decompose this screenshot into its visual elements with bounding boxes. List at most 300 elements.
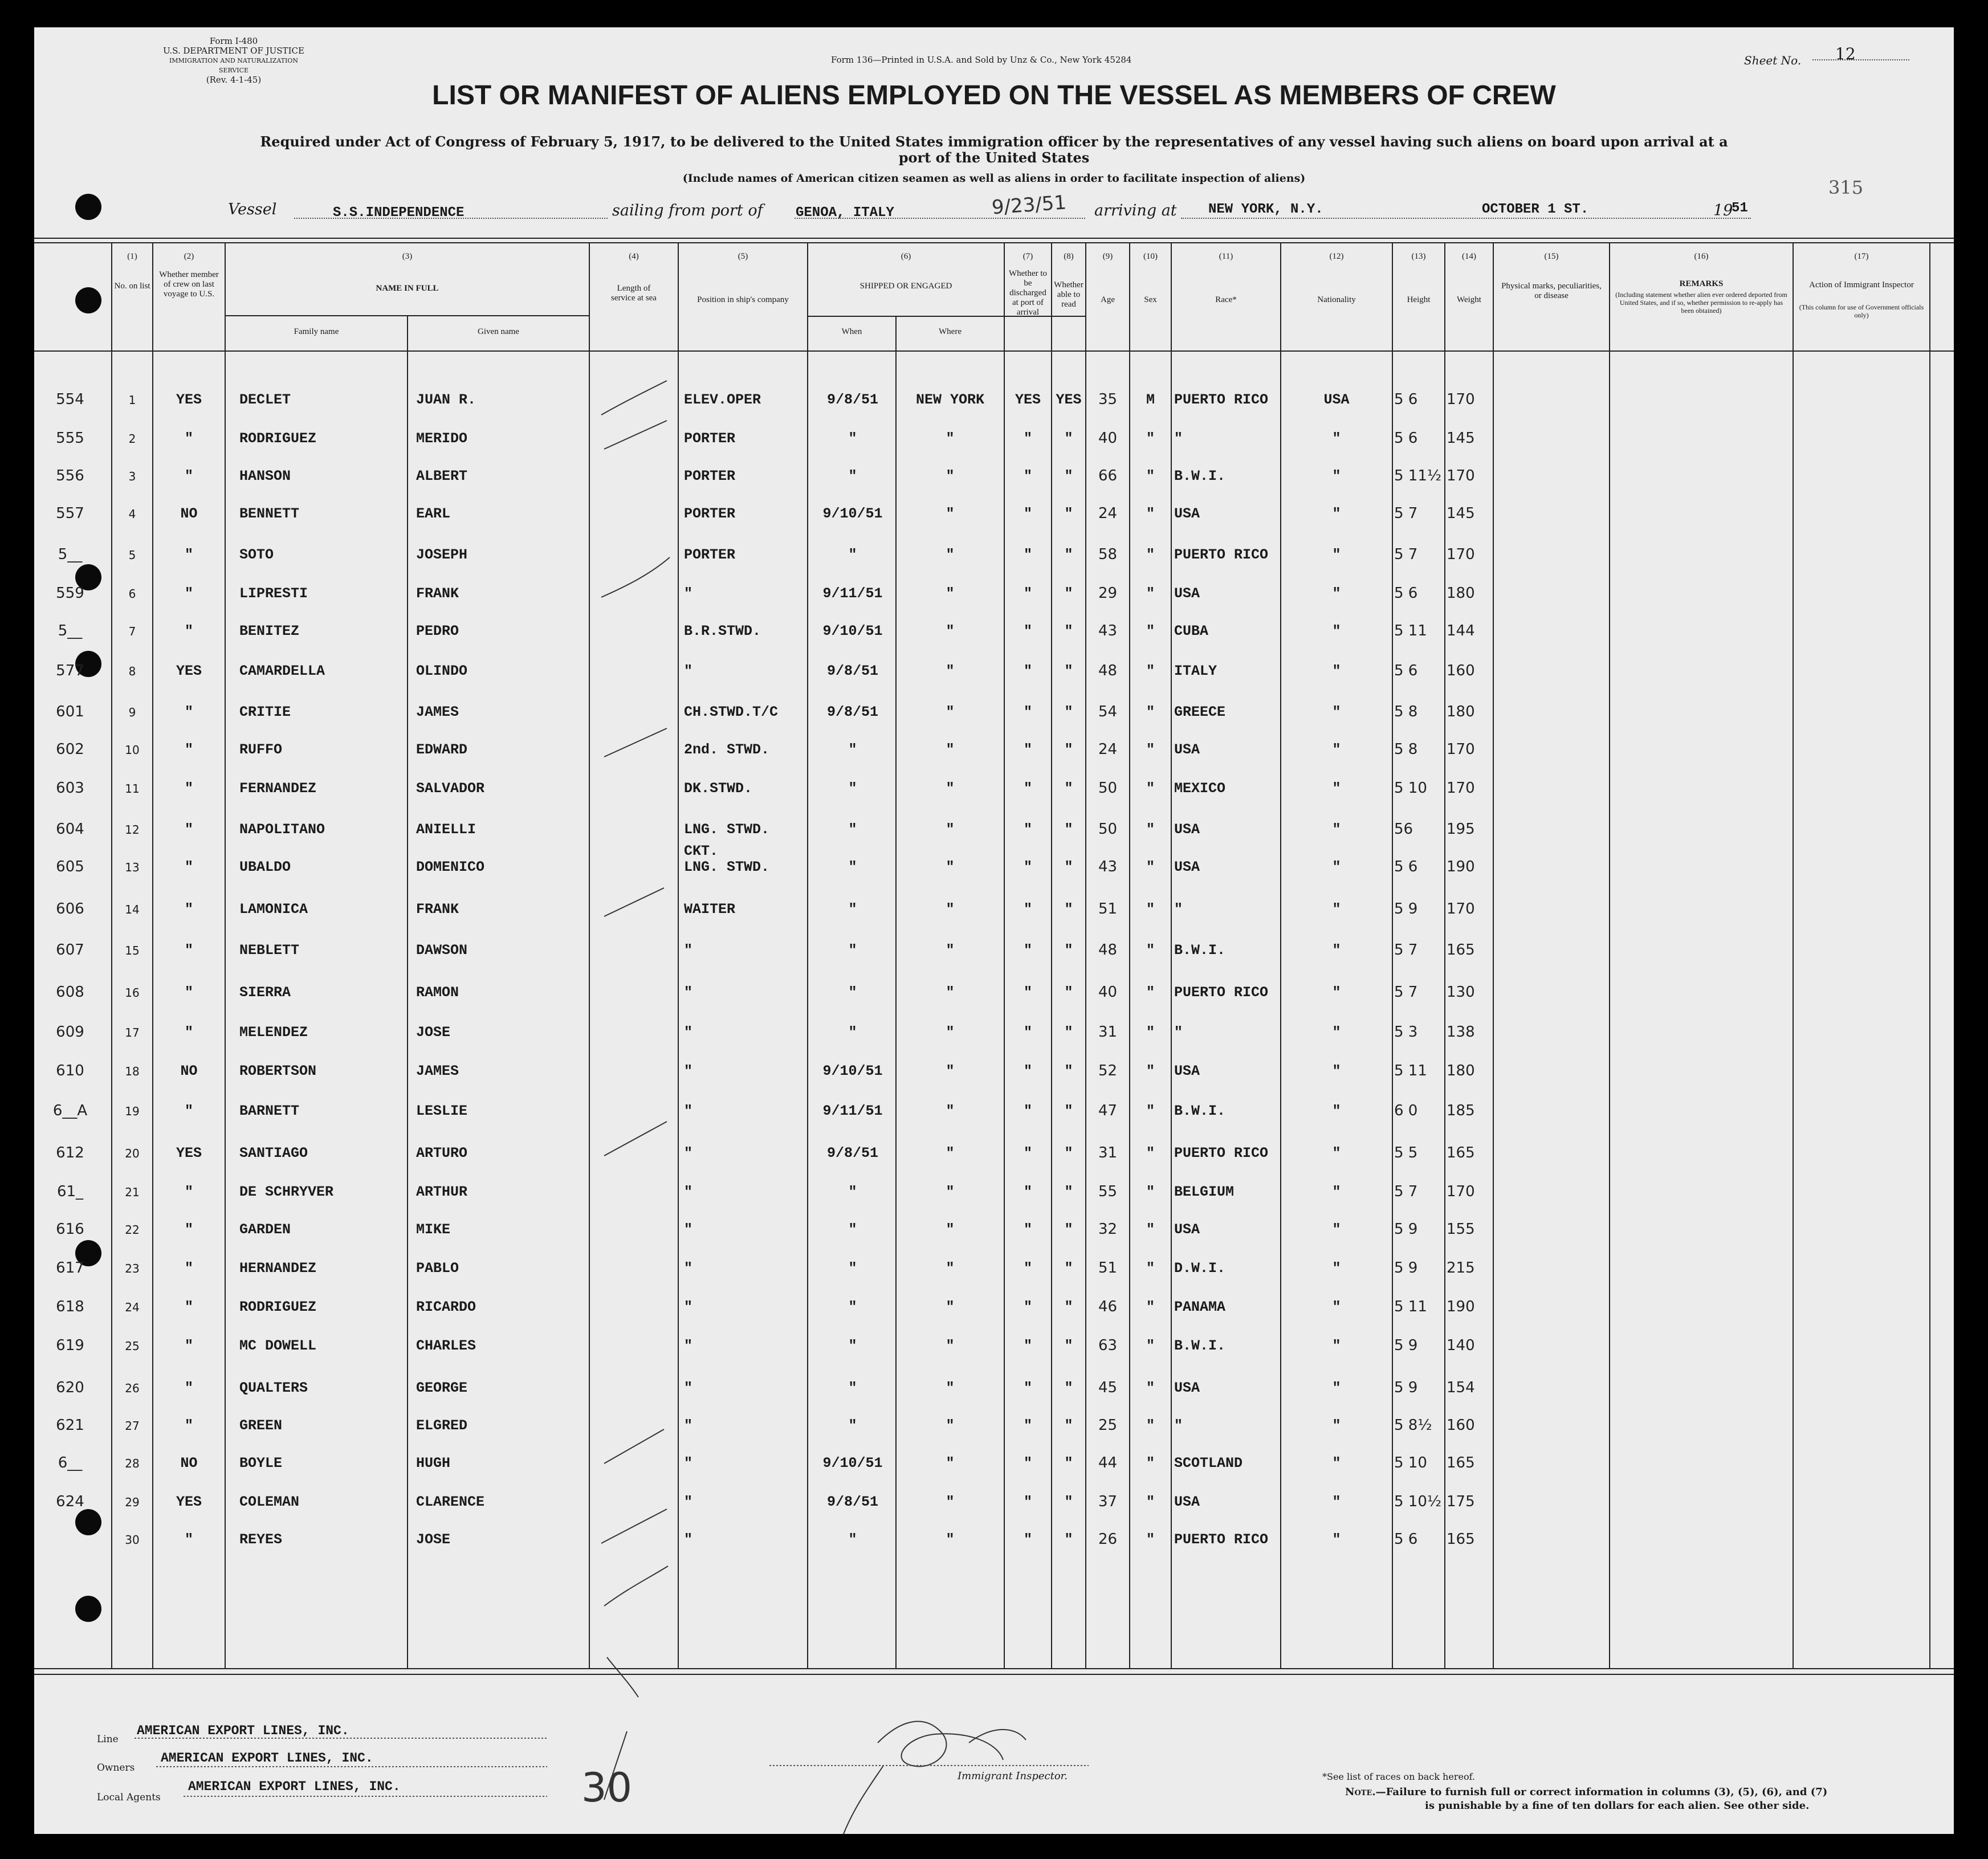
cell-ref: 603 [56, 780, 84, 797]
cell-last: YES [176, 1145, 202, 1161]
cell-when: " [848, 430, 857, 447]
cell-read: " [1064, 942, 1073, 959]
cell-given: GEORGE [416, 1380, 468, 1396]
cell-age: 54 [1098, 703, 1118, 720]
cell-weight: 154 [1447, 1379, 1475, 1396]
cell-nat: " [1332, 585, 1341, 602]
cell-when: " [848, 942, 857, 959]
cell-last: " [184, 547, 193, 563]
cell-no: 9 [128, 706, 136, 719]
cell-where: " [946, 741, 955, 758]
col-13-number: (13) [1411, 252, 1426, 261]
cell-last: " [184, 780, 193, 797]
cell-weight: 160 [1447, 1417, 1475, 1434]
cell-last: " [184, 942, 193, 959]
cell-when: " [848, 1338, 857, 1354]
cell-when: 9/8/51 [826, 392, 878, 408]
cell-age: 43 [1098, 858, 1118, 875]
cell-read: " [1064, 1184, 1073, 1200]
page-number: 315 [1828, 177, 1864, 198]
cell-position: " [684, 1531, 693, 1548]
cell-where: " [946, 547, 955, 563]
cell-nat: " [1332, 1103, 1341, 1119]
cell-disch: " [1023, 505, 1032, 522]
col-16-label: REMARKS [1679, 279, 1724, 288]
required-line-2: port of the United States [898, 149, 1090, 166]
cell-age: 24 [1098, 741, 1118, 758]
cell-age: 40 [1098, 430, 1118, 447]
cell-given: MERIDO [416, 430, 468, 447]
cell-where: " [946, 663, 955, 679]
cell-no: 11 [125, 782, 140, 796]
cell-disch: " [1023, 704, 1032, 720]
cell-read: " [1064, 585, 1073, 602]
cell-ref: 608 [56, 984, 84, 1001]
cell-race: " [1174, 1417, 1183, 1434]
cell-disch: " [1023, 1531, 1032, 1548]
col-5-label: Position in ship's company [697, 295, 789, 304]
cell-sex: " [1146, 1494, 1155, 1510]
cell-given: OLINDO [416, 663, 468, 679]
cell-weight: 138 [1447, 1024, 1475, 1041]
cell-disch: " [1023, 741, 1032, 758]
cell-given: EARL [416, 505, 451, 522]
printer-line: Form 136—Printed in U.S.A. and Sold by Unz & Co., New York 45284 [831, 55, 1132, 65]
penalty-note-line-2: is punishable by a fine of ten dollars for each alien. See other side. [1425, 1800, 1810, 1812]
cell-ref: 5__ [58, 546, 83, 563]
col-14-number: (14) [1462, 252, 1476, 261]
year-label: 19 [1713, 202, 1733, 219]
cell-where: " [946, 901, 955, 918]
cell-height: 5 3 [1394, 1024, 1418, 1041]
cell-nat: " [1332, 1494, 1341, 1510]
cell-sex: " [1146, 1299, 1155, 1315]
cell-when: " [848, 1221, 857, 1238]
cell-age: 35 [1098, 391, 1118, 408]
cell-given: LESLIE [416, 1103, 468, 1119]
cell-height: 5 8 [1394, 703, 1418, 720]
col-10-number: (10) [1143, 252, 1158, 261]
cell-read: " [1064, 1063, 1073, 1079]
cell-last: NO [180, 1455, 198, 1471]
cell-ref: 619 [56, 1337, 84, 1354]
cell-given: CLARENCE [416, 1494, 485, 1510]
cell-weight: 195 [1447, 821, 1475, 838]
cell-race: B.W.I. [1174, 1103, 1226, 1119]
col-3-number: (3) [402, 252, 413, 261]
cell-race: MEXICO [1174, 780, 1226, 797]
cell-height: 5 6 [1394, 1531, 1418, 1548]
cell-no: 6 [128, 587, 136, 601]
cell-weight: 140 [1447, 1337, 1475, 1354]
cell-age: 55 [1098, 1183, 1118, 1200]
cell-weight: 155 [1447, 1221, 1475, 1238]
penalty-note-line-1 [1345, 1786, 1827, 1798]
cell-height: 5 11½ [1394, 467, 1442, 484]
cell-where: " [946, 585, 955, 602]
note-label: Note. [1345, 1786, 1376, 1798]
cell-when: 9/8/51 [826, 663, 878, 679]
cell-position: PORTER [684, 430, 736, 447]
cell-family: BOYLE [239, 1455, 283, 1471]
cell-given: JAMES [416, 1063, 459, 1079]
cell-weight: 170 [1447, 780, 1475, 797]
cell-last: YES [176, 1494, 202, 1510]
cell-family: RODRIGUEZ [239, 1299, 317, 1315]
cell-last: " [184, 1417, 193, 1434]
cell-age: 32 [1098, 1221, 1118, 1238]
col-8-number: (8) [1064, 252, 1074, 261]
cell-weight: 170 [1447, 546, 1475, 563]
cell-age: 50 [1098, 780, 1118, 797]
handwritten-count: 30 [581, 1764, 633, 1811]
cell-when: 9/11/51 [822, 585, 883, 602]
cell-position: 2nd. STWD. [684, 741, 770, 758]
cell-position: " [684, 1184, 693, 1200]
races-note: *See list of races on back hereof. [1322, 1771, 1476, 1782]
cell-ref: 621 [56, 1417, 84, 1434]
form-number: Form I-480 [209, 36, 258, 46]
cell-family: RODRIGUEZ [239, 430, 317, 447]
cell-when: " [848, 901, 857, 918]
col-3-family-name: Family name [294, 327, 339, 336]
cell-disch: " [1023, 1417, 1032, 1434]
cell-where: " [946, 780, 955, 797]
cell-when: 9/10/51 [822, 1455, 883, 1471]
cell-age: 51 [1098, 900, 1118, 918]
cell-last: " [184, 901, 193, 918]
cell-sex: " [1146, 1338, 1155, 1354]
cell-where: " [946, 1531, 955, 1548]
cell-ref: 557 [56, 505, 84, 522]
cell-where: " [946, 1103, 955, 1119]
col-16-note: (Including statement whether alien ever ordered deported from United States, and if so, whether permission to re-apply has been obtained) [1615, 291, 1787, 315]
cell-no: 18 [125, 1065, 140, 1078]
cell-no: 24 [125, 1301, 140, 1314]
agents-value: AMERICAN EXPORT LINES, INC. [188, 1779, 401, 1794]
cell-race: USA [1174, 1063, 1200, 1079]
cell-given: MIKE [416, 1221, 451, 1238]
department: U.S. DEPARTMENT OF JUSTICE [163, 46, 304, 56]
cell-family: SANTIAGO [239, 1145, 308, 1161]
cell-given: PABLO [416, 1260, 459, 1277]
cell-age: 48 [1098, 941, 1118, 959]
sheet-number: 12 [1835, 44, 1856, 63]
cell-when: " [848, 821, 857, 838]
cell-given: JOSEPH [416, 547, 468, 563]
cell-no: 3 [128, 470, 136, 483]
cell-disch: " [1023, 1494, 1032, 1510]
cell-position: " [684, 1103, 693, 1119]
cell-sex: " [1146, 430, 1155, 447]
cell-age: 29 [1098, 585, 1118, 602]
cell-height: 5 8½ [1394, 1417, 1432, 1434]
cell-position: " [684, 1380, 693, 1396]
cell-read: " [1064, 780, 1073, 797]
cell-family: SIERRA [239, 984, 291, 1001]
col-12-number: (12) [1329, 252, 1344, 261]
cell-sex: " [1146, 1145, 1155, 1161]
cell-given: JOSE [416, 1024, 451, 1041]
cell-where: " [946, 505, 955, 522]
cell-position: ELEV.OPER [684, 392, 761, 408]
cell-position: " [684, 1260, 693, 1277]
cell-ref: 617 [56, 1259, 84, 1277]
cell-when: 9/10/51 [822, 505, 883, 522]
cell-race: PUERTO RICO [1174, 547, 1269, 563]
cell-sex: " [1146, 859, 1155, 875]
cell-race: PUERTO RICO [1174, 984, 1269, 1001]
cell-last: " [184, 430, 193, 447]
col-6-label: SHIPPED OR ENGAGED [859, 282, 952, 291]
cell-nat: " [1332, 1024, 1341, 1041]
cell-no: 7 [128, 625, 136, 638]
cell-race: " [1174, 430, 1183, 447]
cell-nat: " [1332, 1299, 1341, 1315]
note-text-1: —Failure to furnish full or correct information in columns (3), (5), (6), and (7) [1375, 1786, 1828, 1798]
cell-sex: " [1146, 780, 1155, 797]
cell-when: " [848, 780, 857, 797]
cell-disch: " [1023, 547, 1032, 563]
cell-height: 5 6 [1394, 430, 1418, 447]
cell-weight: 165 [1447, 1144, 1475, 1161]
cell-read: " [1064, 468, 1073, 484]
cell-nat: " [1332, 1063, 1341, 1079]
cell-no: 25 [125, 1339, 140, 1353]
col-2-label: Whether member of crew on last voyage to U.S. [159, 270, 219, 299]
service: IMMIGRATION AND NATURALIZATION SERVICE [169, 57, 299, 74]
cell-ref: 559 [56, 585, 84, 602]
cell-race: B.W.I. [1174, 1338, 1226, 1354]
cell-position: B.R.STWD. [684, 623, 761, 639]
cell-position: LNG. STWD. [684, 821, 770, 838]
cell-sex: " [1146, 821, 1155, 838]
cell-given: ANIELLI [416, 821, 476, 838]
cell-disch: " [1023, 942, 1032, 959]
cell-no: 22 [125, 1223, 140, 1237]
cell-family: DECLET [239, 392, 291, 408]
cell-no: 17 [125, 1026, 140, 1039]
cell-height: 6 0 [1394, 1102, 1418, 1119]
cell-read: " [1064, 663, 1073, 679]
cell-when: 9/10/51 [822, 1063, 883, 1079]
cell-family: RUFFO [239, 741, 283, 758]
cell-when: " [848, 1184, 857, 1200]
cell-no: 23 [125, 1262, 140, 1275]
cell-height: 5 9 [1394, 1259, 1418, 1277]
cell-height: 5 8 [1394, 741, 1418, 758]
cell-nat: " [1332, 901, 1341, 918]
cell-given: ARTHUR [416, 1184, 468, 1200]
col-3-given-name: Given name [478, 327, 519, 336]
cell-last: " [184, 1184, 193, 1200]
cell-no: 29 [125, 1495, 140, 1509]
sheet-label: Sheet No. [1744, 54, 1802, 67]
cell-family: HANSON [239, 468, 291, 484]
cell-sex: " [1146, 1455, 1155, 1471]
arriving-label: arriving at [1094, 202, 1177, 219]
cell-no: 14 [125, 903, 140, 916]
col-2-number: (2) [184, 252, 194, 261]
cell-where: " [946, 1494, 955, 1510]
col-15-label: Physical marks, peculiarities, or disease [1501, 282, 1602, 300]
cell-family: BENNETT [239, 505, 300, 522]
cell-disch: " [1023, 1455, 1032, 1471]
cell-where: " [946, 821, 955, 838]
cell-where: " [946, 1380, 955, 1396]
cell-position: PORTER [684, 547, 736, 563]
cell-age: 40 [1098, 984, 1118, 1001]
cell-last: " [184, 1024, 193, 1041]
cell-race: USA [1174, 1221, 1200, 1238]
cell-age: 26 [1098, 1531, 1118, 1548]
cell-sex: " [1146, 1103, 1155, 1119]
cell-last: NO [180, 505, 198, 522]
cell-age: 31 [1098, 1144, 1118, 1161]
cell-weight: 160 [1447, 662, 1475, 679]
cell-weight: 170 [1447, 741, 1475, 758]
cell-age: 52 [1098, 1062, 1118, 1079]
cell-weight: 170 [1447, 1183, 1475, 1200]
line-value: AMERICAN EXPORT LINES, INC. [137, 1723, 349, 1738]
cell-position: DK.STWD. [684, 780, 753, 797]
cell-family: QUALTERS [239, 1380, 308, 1396]
cell-weight: 180 [1447, 703, 1475, 720]
cell-family: FERNANDEZ [239, 780, 317, 797]
cell-no: 4 [128, 507, 136, 521]
cell-where: " [946, 704, 955, 720]
cell-weight: 215 [1447, 1259, 1475, 1277]
cell-where: " [946, 1260, 955, 1277]
cell-height: 5 6 [1394, 391, 1418, 408]
year-suffix: 51 [1732, 201, 1748, 216]
vessel-name: S.S.INDEPENDENCE [333, 205, 465, 221]
cell-position: " [684, 1338, 693, 1354]
cell-family: CRITIE [239, 704, 291, 720]
cell-last: " [184, 468, 193, 484]
cell-height: 5 9 [1394, 1337, 1418, 1354]
col-14-label: Weight [1457, 295, 1481, 304]
cell-last: " [184, 821, 193, 838]
cell-no: 30 [125, 1533, 140, 1547]
line-label: Line [97, 1734, 119, 1745]
cell-family: CAMARDELLA [239, 663, 325, 679]
cell-read: " [1064, 1260, 1073, 1277]
cell-age: 58 [1098, 546, 1118, 563]
include-line: (Include names of American citizen seamen as well as aliens in order to facilitate inspection of aliens) [682, 172, 1306, 185]
cell-disch: " [1023, 430, 1032, 447]
cell-position: " [684, 1145, 693, 1161]
cell-position: " [684, 1494, 693, 1510]
cell-race: SCOTLAND [1174, 1455, 1243, 1471]
cell-where: " [946, 468, 955, 484]
cell-height: 5 10½ [1394, 1493, 1442, 1510]
cell-disch: " [1023, 780, 1032, 797]
cell-age: 66 [1098, 467, 1118, 484]
cell-weight: 170 [1447, 467, 1475, 484]
col-17-label: Action of Immigrant Inspector [1809, 280, 1914, 290]
cell-last: " [184, 1299, 193, 1315]
cell-disch: " [1023, 1103, 1032, 1119]
cell-sex: M [1146, 392, 1155, 408]
cell-ref: 6__ [58, 1454, 83, 1471]
col-12-label: Nationality [1317, 295, 1356, 304]
cell-when: " [848, 1380, 857, 1396]
cell-when: " [848, 1260, 857, 1277]
cell-sex: " [1146, 942, 1155, 959]
cell-position: " [684, 663, 693, 679]
cell-no: 19 [125, 1104, 140, 1118]
col-1-label: No. on list [114, 282, 150, 291]
cell-position: " [684, 1417, 693, 1434]
cell-last: NO [180, 1063, 198, 1079]
col-4-number: (4) [629, 252, 639, 261]
cell-given: FRANK [416, 901, 459, 918]
col-7-label: Whether to be discharged at port of arrival [1008, 269, 1048, 317]
cell-when: " [848, 984, 857, 1001]
cell-age: 24 [1098, 505, 1118, 522]
cell-family: ROBERTSON [239, 1063, 317, 1079]
cell-weight: 170 [1447, 391, 1475, 408]
cell-read: " [1064, 1380, 1073, 1396]
cell-ref: 610 [56, 1062, 84, 1079]
cell-height: 5 6 [1394, 858, 1418, 875]
cell-age: 47 [1098, 1102, 1118, 1119]
cell-sex: " [1146, 468, 1155, 484]
sailing-label: sailing from port of [612, 202, 763, 219]
cell-given: ELGRED [416, 1417, 468, 1434]
cell-height: 5 7 [1394, 505, 1418, 522]
col-6-number: (6) [901, 252, 911, 261]
cell-read: " [1064, 1299, 1073, 1315]
cell-race: CUBA [1174, 623, 1209, 639]
cell-last: " [184, 1380, 193, 1396]
cell-age: 51 [1098, 1259, 1118, 1277]
cell-family: BARNETT [239, 1103, 300, 1119]
cell-weight: 130 [1447, 984, 1475, 1001]
col-17-number: (17) [1854, 252, 1869, 261]
cell-given: HUGH [416, 1455, 451, 1471]
cell-disch: " [1023, 1338, 1032, 1354]
col-6-where: Where [939, 327, 962, 336]
cell-sex: " [1146, 1417, 1155, 1434]
cell-when: " [848, 1299, 857, 1315]
cell-family: UBALDO [239, 859, 291, 875]
cell-height: 5 11 [1394, 1298, 1427, 1315]
cell-race: USA [1174, 859, 1200, 875]
cell-last: " [184, 741, 193, 758]
col-4-label: Length of service at sea [611, 284, 657, 303]
cell-height: 5 7 [1394, 1183, 1418, 1200]
cell-sex: " [1146, 547, 1155, 563]
cell-family: REYES [239, 1531, 283, 1548]
arrival-date: OCTOBER 1 ST. [1482, 202, 1589, 217]
cell-disch: " [1023, 663, 1032, 679]
cell-position: " [684, 942, 693, 959]
cell-family: NAPOLITANO [239, 821, 325, 838]
cell-nat: " [1332, 505, 1341, 522]
cell-family: COLEMAN [239, 1494, 300, 1510]
cell-nat: " [1332, 623, 1341, 639]
cell-family: LIPRESTI [239, 585, 308, 602]
cell-no: 1 [128, 393, 136, 407]
required-line-1: Required under Act of Congress of February 5, 1917, to be delivered to the United States immigration officer by the representatives of any vessel having such aliens on board upon arrival at a [260, 133, 1728, 150]
col-9-number: (9) [1102, 252, 1113, 261]
manifest-title: LIST OR MANIFEST OF ALIENS EMPLOYED ON THE VESSEL AS MEMBERS OF CREW [432, 80, 1556, 111]
cell-position: PORTER [684, 468, 736, 484]
col-13-label: Height [1407, 295, 1431, 304]
cell-no: 13 [125, 861, 140, 874]
